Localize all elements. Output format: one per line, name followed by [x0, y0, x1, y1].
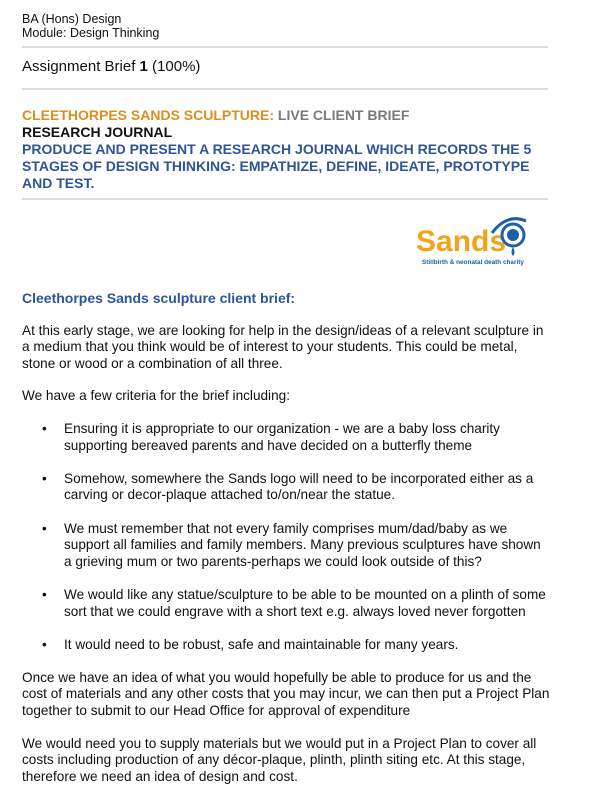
list-item-text: We would like any statue/sculpture to be able to be mounted on a plinth of some sort that we could engrave with a short text e.g. always loved never forgotten	[64, 586, 546, 619]
svg-text:Stillbirth & neonatal death ch: Stillbirth & neonatal death charity	[422, 259, 524, 266]
list-item	[22, 637, 552, 654]
assignment-number: 1	[139, 58, 148, 75]
list-item	[22, 421, 552, 454]
list-item	[22, 521, 552, 571]
divider	[22, 198, 548, 200]
bullet-icon: •	[42, 420, 47, 436]
deliverable: RESEARCH JOURNAL	[22, 124, 173, 140]
client-brief	[22, 290, 552, 801]
list-item-text: Somehow, somewhere the Sands logo will need to be incorporated either as a carving or decor-plaque attached to/on/near the statue.	[64, 470, 534, 503]
list-item	[22, 587, 552, 620]
programme: BA (Hons) Design	[22, 12, 122, 26]
list-item-text: It would need to be robust, safe and maintainable for many years.	[64, 636, 459, 652]
list-item	[22, 471, 552, 504]
bullet-icon: •	[42, 470, 47, 486]
materials-paragraph: We would need you to supply materials but we would put in a Project Plan to cover all costs including production of any décor-plaque, plinth, plinth siting etc. At this stage, therefore we need an idea of design and cost.	[22, 735, 537, 784]
bullet-icon: •	[42, 636, 47, 652]
criteria-intro: We have a few criteria for the brief including:	[22, 388, 290, 404]
svg-text:Sands: Sands	[416, 225, 507, 258]
module: Module: Design Thinking	[22, 26, 160, 40]
intro-paragraph: At this early stage, we are looking for help in the design/ideas of a relevant sculpture in a medium that you think would be of interest to your students. This could be metal, stone or wood or a combination of all three.	[22, 322, 544, 371]
criteria-list	[22, 421, 552, 653]
bullet-icon: •	[42, 586, 47, 602]
document-header	[22, 12, 548, 200]
task-description: PRODUCE AND PRESENT A RESEARCH JOURNAL WHICH RECORDS THE 5 STAGES OF DESIGN THINKING: EMPATHIZE, DEFINE, IDEATE, PROTOTYPE AND TEST.	[22, 141, 532, 191]
sands-logo	[414, 211, 529, 271]
divider	[22, 46, 548, 48]
assignment-weight: (100%)	[147, 58, 201, 75]
bullet-icon: •	[42, 520, 47, 536]
list-item-text: Ensuring it is appropriate to our organization - we are a baby loss charity supporting bereaved parents and have decided on a butterfly theme	[64, 420, 500, 453]
project-type: LIVE CLIENT BRIEF	[274, 107, 410, 123]
project-title	[22, 107, 548, 124]
assignment-prefix: Assignment Brief	[22, 58, 140, 75]
project-name: CLEETHORPES SANDS SCULPTURE:	[22, 107, 275, 123]
project-plan-paragraph: Once we have an idea of what you would hopefully be able to produce for us and the cost of materials and any other costs that you may incur, we can then put a Project Plan together to submit to our Head Office for approval of expenditure	[22, 669, 550, 719]
brief-subtitle: Cleethorpes Sands sculpture client brief:	[22, 290, 296, 306]
assignment-title	[22, 58, 548, 76]
list-item-text: We must remember that not every family comprises mum/dad/baby as we support all families and family members. Many previous sculptures have shown a grieving mum or two parents-perhaps we could look outside of this?	[64, 520, 541, 569]
